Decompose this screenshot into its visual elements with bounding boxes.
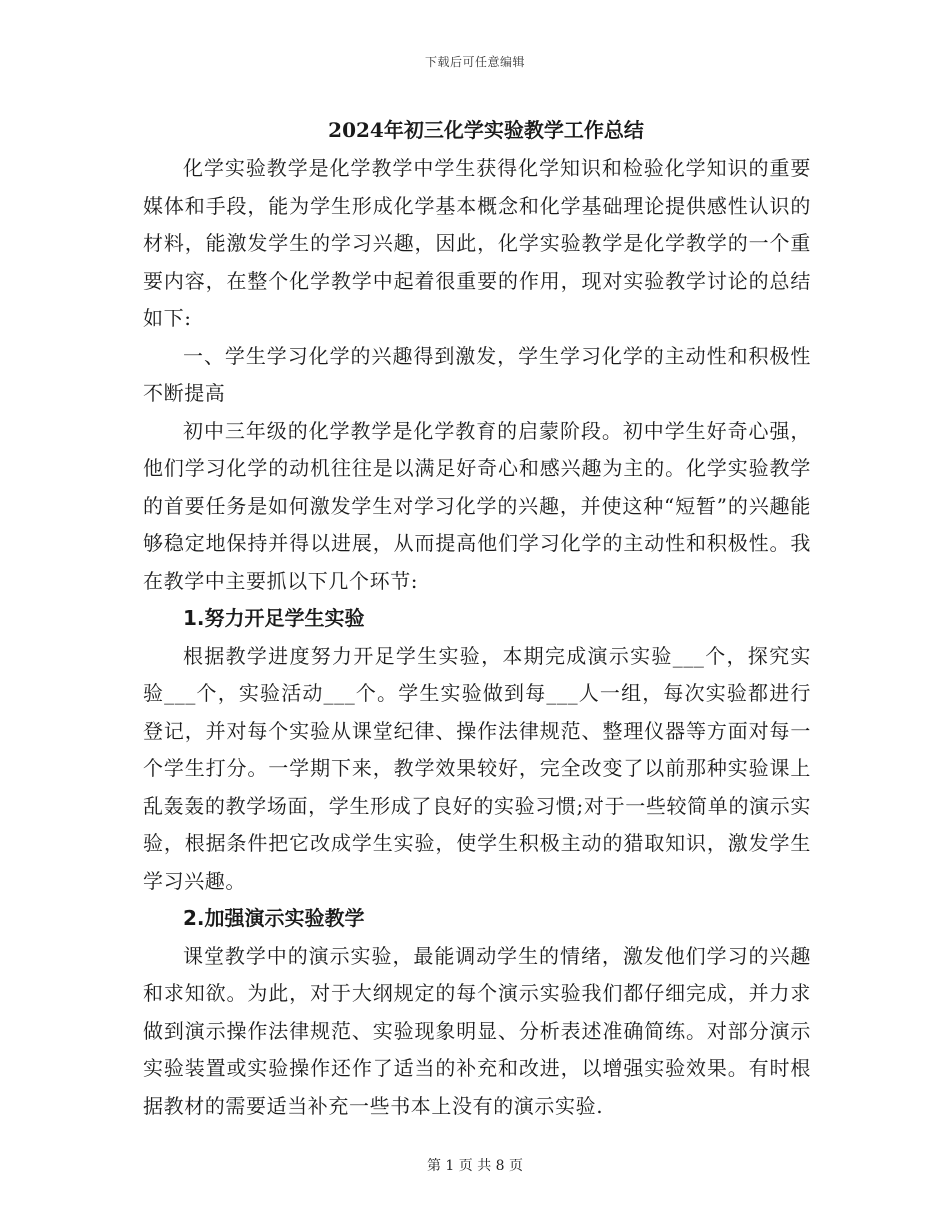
document-title: 2024年初三化学实验教学工作总结	[328, 118, 644, 142]
page-header: 下载后可任意编辑	[424, 55, 525, 69]
demo-experiments-paragraph: 课堂教学中的演示实验，最能调动学生的情绪，激发他们学习的兴趣和求知欲。为此，对于大纲规定的每个演示实验我们都仔细完成，并力求做到演示操作法律规范、实验现象明显、分析表述准确简练。对部分演示实验装置或实验操作还作了适当的补充和改进，以增强实验效果。有时根据教材的需要适当补充一些书本上没有的演示实验.	[143, 943, 811, 1118]
student-experiments-paragraph: 根据教学进度努力开足学生实验，本期完成演示实验___个，探究实验___个，实验活动___个。学生实验做到每___人一组，每次实验都进行登记，并对每个实验从课堂纪律、操作法律规范、整理仪器等方面对每一个学生打分。一学期下来，教学效果较好，完全改变了以前那种实验课上乱轰轰的教学场面，学生形成了良好的实验习惯;对于一些较简单的演示实验，根据条件把它改成学生实验，使学生积极主动的猎取知识，激发学生学习兴趣。	[143, 643, 811, 893]
document-body	[143, 112, 811, 1125]
section-one-heading: 一、学生学习化学的兴趣得到激发，学生学习化学的主动性和积极性不断提高	[143, 343, 811, 405]
page-footer: 第 1 页 共 8 页	[426, 1158, 524, 1174]
subheading-student-experiments: 1.努力开足学生实验	[183, 606, 365, 630]
subheading-demo-experiments: 2.加强演示实验教学	[183, 906, 365, 930]
section-one-paragraph: 初中三年级的化学教学是化学教育的启蒙阶段。初中学生好奇心强，他们学习化学的动机往往是以满足好奇心和感兴趣为主的。化学实验教学的首要任务是如何激发学生对学习化学的兴趣，并使这种“短暂”的兴趣能够稳定地保持并得以进展，从而提高他们学习化学的主动性和积极性。我在教学中主要抓以下几个环节:	[143, 418, 811, 593]
intro-paragraph: 化学实验教学是化学教学中学生获得化学知识和检验化学知识的重要媒体和手段，能为学生形成化学基本概念和化学基础理论提供感性认识的材料，能激发学生的学习兴趣，因此，化学实验教学是化学教学的一个重要内容，在整个化学教学中起着很重要的作用，现对实验教学讨论的总结如下:	[143, 156, 811, 330]
